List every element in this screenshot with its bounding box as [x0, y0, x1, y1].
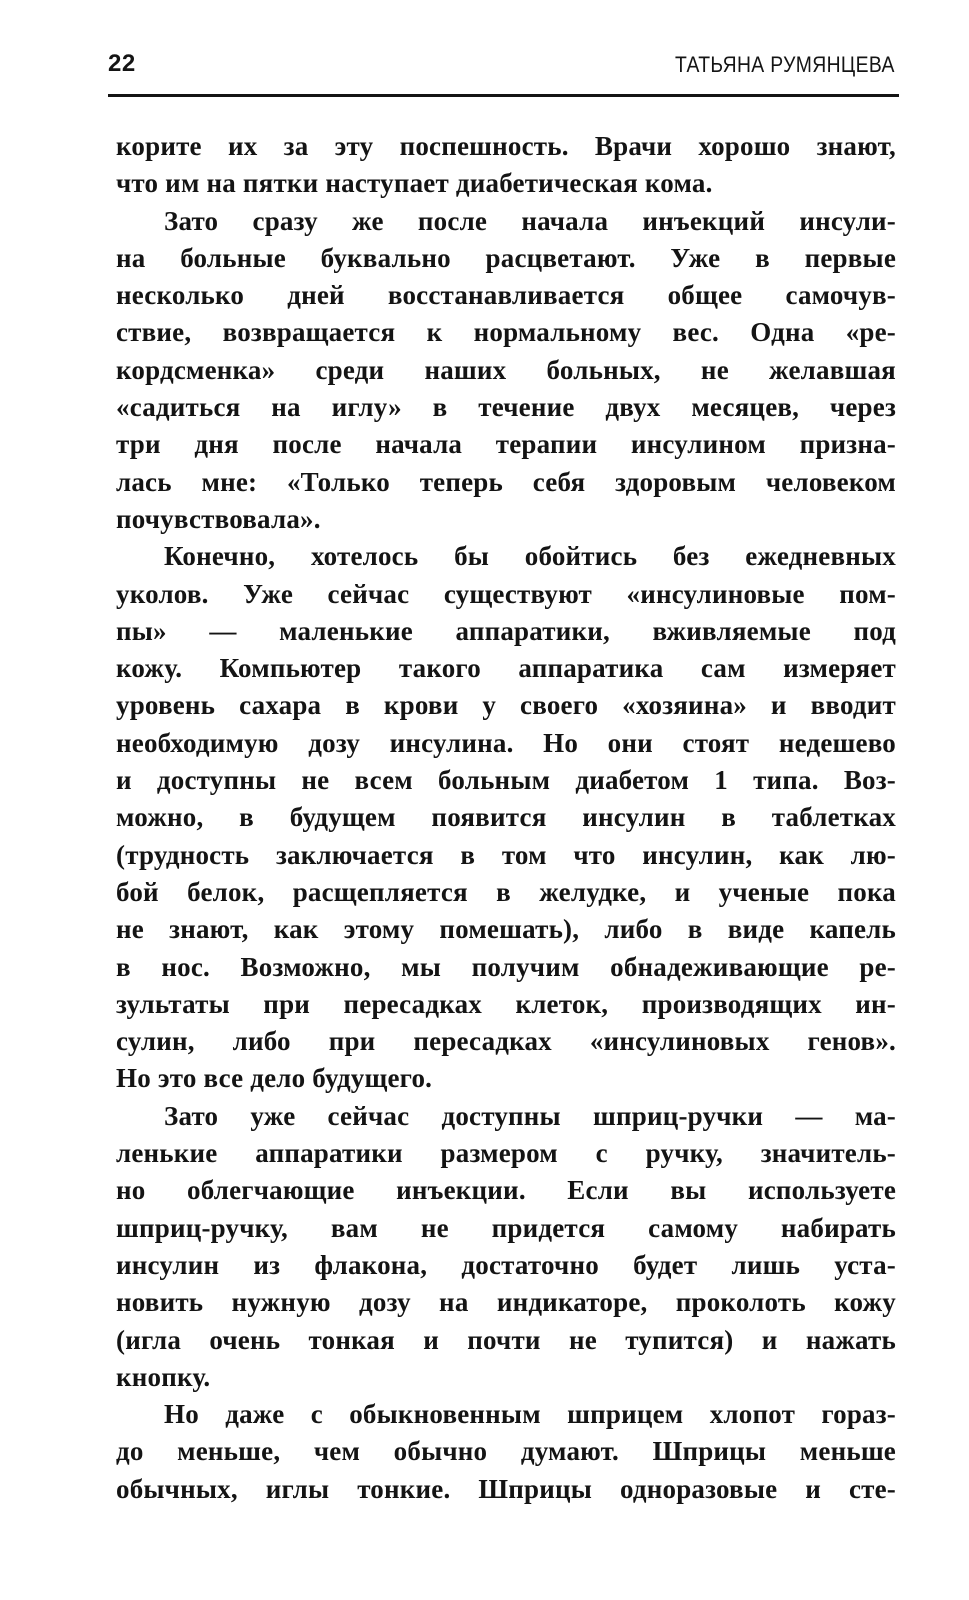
header-rule: [108, 94, 899, 97]
text-line: шприц-ручку, вам не придется самому набирать: [116, 1212, 896, 1243]
text-line: до меньше, чем обычно думают. Шприцы меньше: [116, 1436, 896, 1467]
text-line: бой белок, расщепляется в желудке, и ученые пока: [116, 876, 896, 907]
text-line: на больные буквально расцветают. Уже в первые: [116, 242, 896, 273]
text-line: ствие, возвращается к нормальному вес. Одна «ре-: [116, 317, 896, 348]
text-line: ленькие аппаратики размером с ручку, значитель-: [116, 1138, 896, 1169]
text-line: необходимую дозу инсулина. Но они стоят недешево: [116, 727, 896, 758]
text-line: кнопку.: [116, 1361, 211, 1392]
body-text: [116, 128, 896, 1508]
text-line: кожу. Компьютер такого аппаратика сам измеряет: [116, 653, 896, 684]
text-line: зультаты при пересадках клеток, производящих ин-: [116, 988, 896, 1019]
text-line: не знают, как этому помешать), либо в виде капель: [116, 914, 896, 945]
text-line: лась мне: «Только теперь себя здоровым человеком: [116, 466, 896, 497]
text-line: корите их за эту поспешность. Врачи хорошо знают,: [116, 131, 896, 161]
text-line: новить нужную дозу на индикаторе, проколоть кожу: [116, 1287, 896, 1318]
text-line: кордсменка» среди наших больных, не желавшая: [116, 354, 896, 385]
text-line: уровень сахара в крови у своего «хозяина» и вводит: [116, 690, 896, 721]
text-line: что им на пятки наступает диабетическая кома.: [116, 168, 713, 199]
text-line: в нос. Возможно, мы получим обнадеживающие ре-: [116, 951, 896, 982]
text-line: несколько дней восстанавливается общее самочув-: [116, 280, 896, 311]
text-line: «садиться на иглу» в течение двух месяцев, через: [116, 392, 896, 423]
text-line: и доступны не всем больным диабетом 1 типа. Воз-: [116, 765, 896, 796]
text-line: Зато уже сейчас доступны шприц-ручки — ма-: [164, 1100, 896, 1131]
text-line: уколов. Уже сейчас существуют «инсулиновые пом-: [116, 578, 896, 609]
text-line: пы» — маленькие аппаратики, вживляемые под: [116, 615, 896, 646]
text-line: Но даже с обыкновенным шприцем хлопот гораз-: [164, 1399, 896, 1430]
running-head: ТАТЬЯНА РУМЯНЦЕВА: [675, 52, 895, 77]
text-line: почувствовала».: [116, 503, 321, 534]
text-line: (трудность заключается в том что инсулин, как лю-: [116, 839, 896, 870]
text-line: обычных, иглы тонкие. Шприцы одноразовые и сте-: [116, 1473, 896, 1504]
page-header: [108, 50, 895, 94]
page-number: 22: [108, 50, 136, 77]
text-line: но облегчающие инъекции. Если вы используете: [116, 1175, 896, 1206]
text-line: инсулин из флакона, достаточно будет лишь уста-: [116, 1249, 896, 1280]
text-line: (игла очень тонкая и почти не тупится) и нажать: [116, 1324, 896, 1355]
text-line: три дня после начала терапии инсулином призна-: [116, 429, 896, 460]
text-line: Конечно, хотелось бы обойтись без ежедневных: [164, 541, 896, 572]
text-line: можно, в будущем появится инсулин в таблетках: [116, 802, 896, 833]
text-line: сулин, либо при пересадках «инсулиновых генов».: [116, 1026, 896, 1057]
text-line: Но это все дело будущего.: [116, 1063, 433, 1094]
text-line: Зато сразу же после начала инъекций инсули-: [164, 205, 896, 236]
